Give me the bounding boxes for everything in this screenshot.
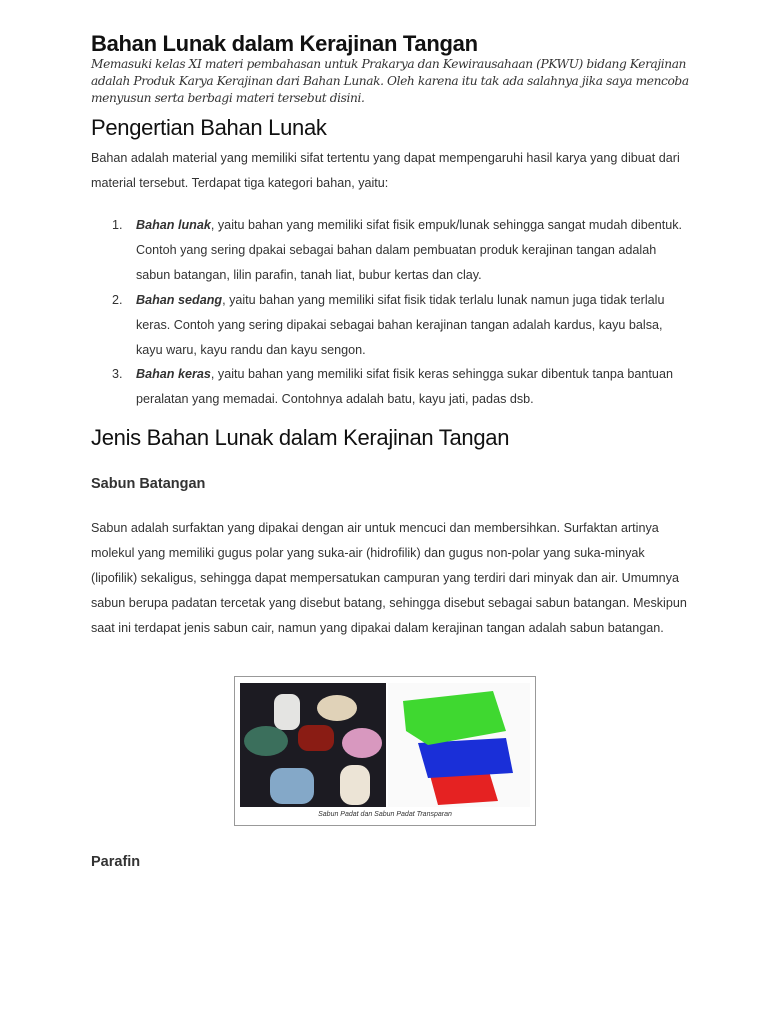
list-number: 3.	[112, 367, 123, 381]
list-item	[91, 288, 691, 363]
list-text: , yaitu bahan yang memiliki sifat fisik tidak terlalu lunak namun juga tidak terlalu keras. Contoh yang sering dipakai sebagai bahan kerajinan tangan adalah kardus, kayu balsa, kayu waru, kayu randu dan kayu sengon.	[136, 293, 665, 357]
section-heading-jenis: Jenis Bahan Lunak dalam Kerajinan Tangan	[91, 425, 510, 450]
paragraph: Bahan adalah material yang memiliki sifat tertentu yang dapat mempengaruhi hasil karya yang dibuat dari material tersebut. Terdapat tiga kategori bahan, yaitu:	[91, 151, 680, 190]
figure-caption: Sabun Padat dan Sabun Padat Transparan	[318, 811, 452, 818]
list-number: 1.	[112, 218, 123, 232]
subheading-sabun: Sabun Batangan	[91, 476, 206, 492]
solid-soap-image	[240, 683, 386, 807]
list-text: , yaitu bahan yang memiliki sifat fisik empuk/lunak sehingga sangat mudah dibentuk. Contoh yang sering dpakai sebagai bahan dalam pembuatan produk kerajinan tangan adalah sabun batangan, lilin parafin, tanah liat, bubur kertas dan clay.	[136, 218, 683, 282]
list-term: Bahan lunak	[136, 218, 211, 232]
intro-text: Memasuki kelas XI materi pembahasan untuk Prakarya dan Kewirausahaan (PKWU) bidang Kerajinan adalah Produk Karya Kerajinan dari Bahan Lunak. Oleh karena itu tak ada salahnya jika saya mencoba menyusun serta berbagi materi tersebut disini.	[91, 57, 689, 105]
list-item	[91, 362, 691, 412]
list-term: Bahan keras	[136, 367, 211, 381]
section-heading-pengertian: Pengertian Bahan Lunak	[91, 115, 327, 140]
paragraph: Sabun adalah surfaktan yang dipakai dengan air untuk mencuci dan membersihkan. Surfaktan artinya molekul yang memiliki gugus polar yang suka-air (hidrofilik) dan gugus non-polar yang suka-minyak (lipofilik) sekaligus, sehingga dapat mempersatukan campuran yang terdiri dari minyak dan air. Umumnya sabun berupa padatan tercetak yang disebut batang, sehingga disebut sebagai sabun batangan. Meskipun saat ini terdapat jenis sabun cair, namun yang dipakai dalam kerajinan tangan adalah sabun batangan.	[91, 521, 687, 635]
list-number: 2.	[112, 293, 123, 307]
list-term: Bahan sedang	[136, 293, 223, 307]
subheading-parafin: Parafin	[91, 854, 141, 870]
soap-figure	[234, 676, 536, 826]
transparent-soap-image	[388, 683, 530, 807]
list-item	[91, 213, 691, 288]
document-title: Bahan Lunak dalam Kerajinan Tangan	[91, 31, 478, 56]
list-text: , yaitu bahan yang memiliki sifat fisik keras sehingga sukar dibentuk tanpa bantuan peralatan yang memadai. Contohnya adalah batu, kayu jati, padas dsb.	[136, 367, 673, 406]
